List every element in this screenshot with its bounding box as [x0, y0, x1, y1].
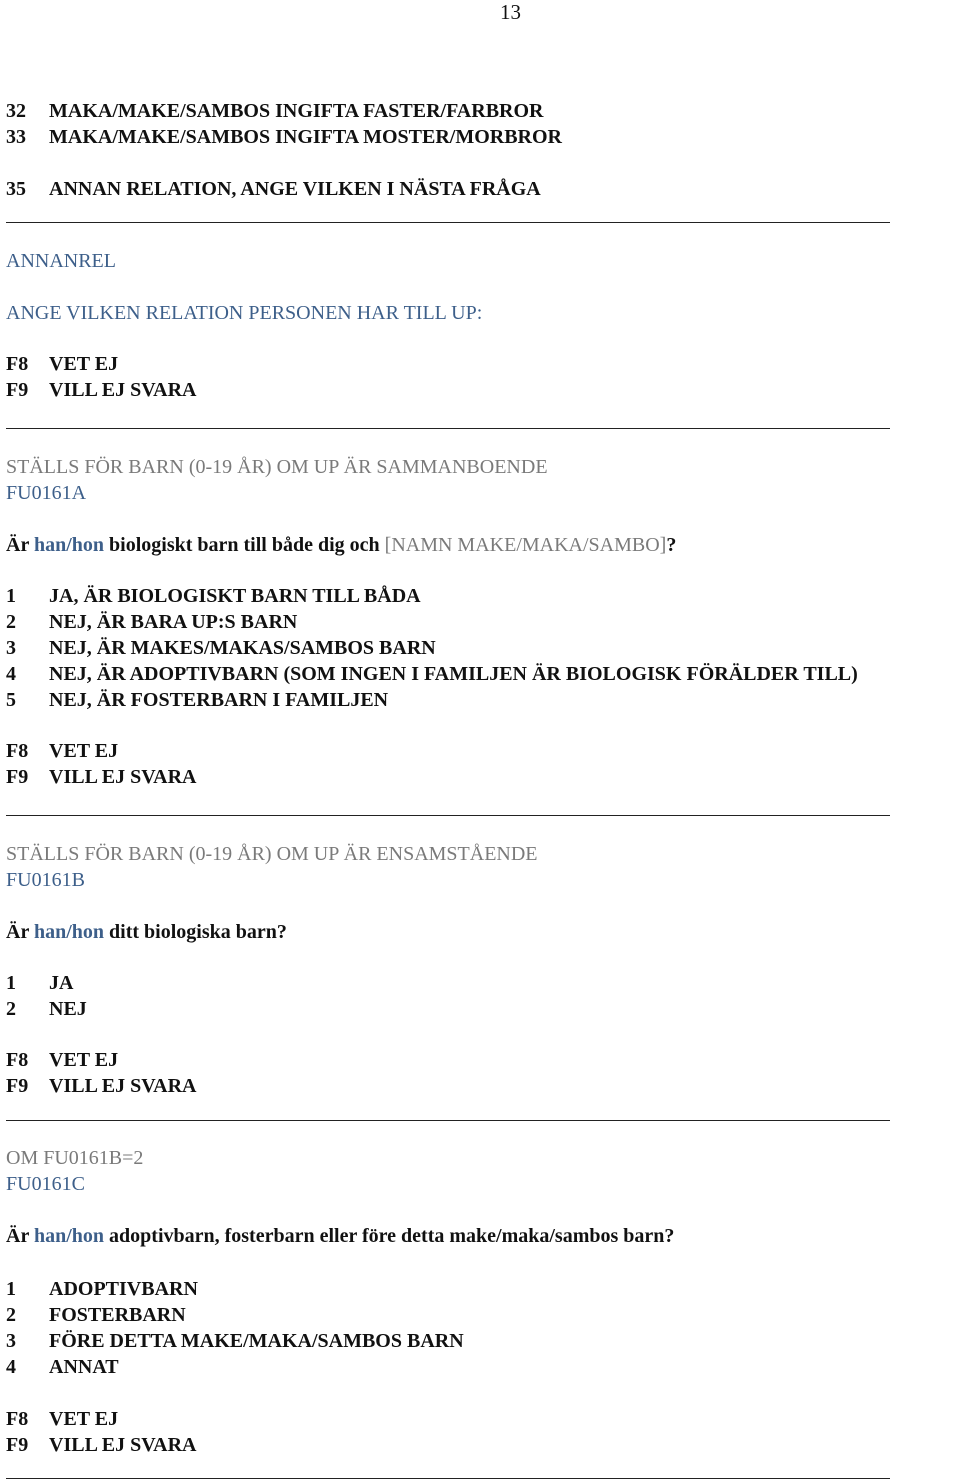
answer-label: VET EJ [49, 1049, 119, 1071]
answer-code: 1 [6, 1278, 16, 1300]
answer-label: VET EJ [49, 353, 119, 375]
fu0161b-question [6, 919, 287, 945]
answer-code: F8 [6, 1049, 29, 1071]
question-mid: biologiskt barn till både dig och [109, 534, 380, 556]
fu0161b-answer-f8 [6, 1047, 118, 1073]
fu0161c-answer-f9 [6, 1432, 196, 1458]
answer-label: VET EJ [49, 740, 119, 762]
option-label: MAKA/MAKE/SAMBOS INGIFTA FASTER/FARBROR [49, 100, 544, 122]
option-35 [6, 176, 541, 202]
fu0161c-answer-4 [6, 1354, 119, 1380]
answer-code: 1 [6, 972, 16, 994]
fu0161c-var-name: FU0161C [6, 1173, 85, 1195]
fu0161b-answer-1 [6, 970, 73, 996]
answer-label: NEJ, ÄR FOSTERBARN I FAMILJEN [49, 689, 389, 711]
answer-code: 3 [6, 1330, 16, 1352]
answer-label: JA, ÄR BIOLOGISKT BARN TILL BÅDA [49, 585, 421, 607]
answer-label: VILL EJ SVARA [49, 379, 197, 401]
fu0161a-answer-4 [6, 661, 858, 687]
option-code: 32 [6, 100, 26, 122]
answer-code: F9 [6, 1075, 29, 1097]
fu0161c-answer-1 [6, 1276, 198, 1302]
annanrel-var-name: ANNANREL [6, 250, 116, 272]
answer-label: FÖRE DETTA MAKE/MAKA/SAMBOS BARN [49, 1330, 464, 1352]
answer-code: 5 [6, 689, 16, 711]
fu0161a-answer-1 [6, 583, 421, 609]
fu0161a-answer-2 [6, 609, 297, 635]
answer-label: NEJ, ÄR ADOPTIVBARN (SOM INGEN I FAMILJEN ÄR BIOLOGISK FÖRÄLDER TILL) [49, 663, 858, 685]
fu0161a-condition: STÄLLS FÖR BARN (0-19 ÅR) OM UP ÄR SAMMANBOENDE [6, 456, 548, 478]
question-start: Är [6, 921, 29, 943]
fu0161a-answer-f9 [6, 764, 196, 790]
question-end: ? [666, 534, 677, 556]
answer-code: 4 [6, 663, 16, 685]
answer-code: F8 [6, 353, 29, 375]
answer-label: NEJ, ÄR BARA UP:S BARN [49, 611, 298, 633]
section-divider [6, 815, 890, 816]
question-end: ditt biologiska barn? [109, 921, 287, 943]
question-pronoun: han/hon [33, 921, 105, 943]
fu0161b-answer-f9 [6, 1073, 196, 1099]
fu0161a-answer-5 [6, 687, 388, 713]
answer-label: VILL EJ SVARA [49, 1434, 197, 1456]
answer-label: JA [49, 972, 74, 994]
answer-code: F9 [6, 1434, 29, 1456]
answer-code: 2 [6, 1304, 16, 1326]
fu0161b-condition: STÄLLS FÖR BARN (0-19 ÅR) OM UP ÄR ENSAMSTÅENDE [6, 843, 538, 865]
option-label: ANNAN RELATION, ANGE VILKEN I NÄSTA FRÅGA [49, 178, 541, 200]
fu0161a-var-name: FU0161A [6, 482, 87, 504]
answer-code: 2 [6, 998, 16, 1020]
fu0161b-answer-2 [6, 996, 87, 1022]
annanrel-answer-f9 [6, 377, 196, 403]
annanrel-answer-f8 [6, 351, 118, 377]
answer-label: VILL EJ SVARA [49, 766, 197, 788]
fu0161c-condition: OM FU0161B=2 [6, 1147, 144, 1169]
option-33 [6, 124, 562, 150]
answer-label: FOSTERBARN [49, 1304, 186, 1326]
answer-code: F8 [6, 740, 29, 762]
answer-label: VILL EJ SVARA [49, 1075, 197, 1097]
page-number: 13 [500, 0, 521, 24]
answer-code: 2 [6, 611, 16, 633]
answer-label: ADOPTIVBARN [49, 1278, 198, 1300]
option-32 [6, 98, 543, 124]
section-divider [6, 428, 890, 429]
option-label: MAKA/MAKE/SAMBOS INGIFTA MOSTER/MORBROR [49, 126, 562, 148]
answer-code: F8 [6, 1408, 29, 1430]
answer-code: F9 [6, 379, 29, 401]
answer-code: 4 [6, 1356, 16, 1378]
question-end: adoptivbarn, fosterbarn eller före detta make/maka/sambos barn? [109, 1225, 675, 1247]
answer-label: NEJ [49, 998, 87, 1020]
question-start: Är [6, 534, 29, 556]
section-divider [6, 1120, 890, 1121]
fu0161b-var-name: FU0161B [6, 869, 85, 891]
fu0161a-answer-3 [6, 635, 436, 661]
question-placeholder: [NAMN MAKE/MAKA/SAMBO] [384, 534, 667, 556]
answer-code: 1 [6, 585, 16, 607]
answer-label: NEJ, ÄR MAKES/MAKAS/SAMBOS BARN [49, 637, 436, 659]
option-code: 33 [6, 126, 26, 148]
fu0161c-answer-f8 [6, 1406, 118, 1432]
answer-label: VET EJ [49, 1408, 119, 1430]
answer-code: 3 [6, 637, 16, 659]
answer-code: F9 [6, 766, 29, 788]
section-divider [6, 222, 890, 223]
question-start: Är [6, 1225, 29, 1247]
question-pronoun: han/hon [33, 1225, 105, 1247]
annanrel-question: ANGE VILKEN RELATION PERSONEN HAR TILL UP: [6, 302, 483, 324]
fu0161c-answer-3 [6, 1328, 464, 1354]
fu0161a-question [6, 532, 676, 558]
section-divider [6, 1478, 890, 1479]
fu0161c-question [6, 1223, 674, 1249]
answer-label: ANNAT [49, 1356, 119, 1378]
question-pronoun: han/hon [33, 534, 105, 556]
fu0161c-answer-2 [6, 1302, 186, 1328]
option-code: 35 [6, 178, 26, 200]
fu0161a-answer-f8 [6, 738, 118, 764]
